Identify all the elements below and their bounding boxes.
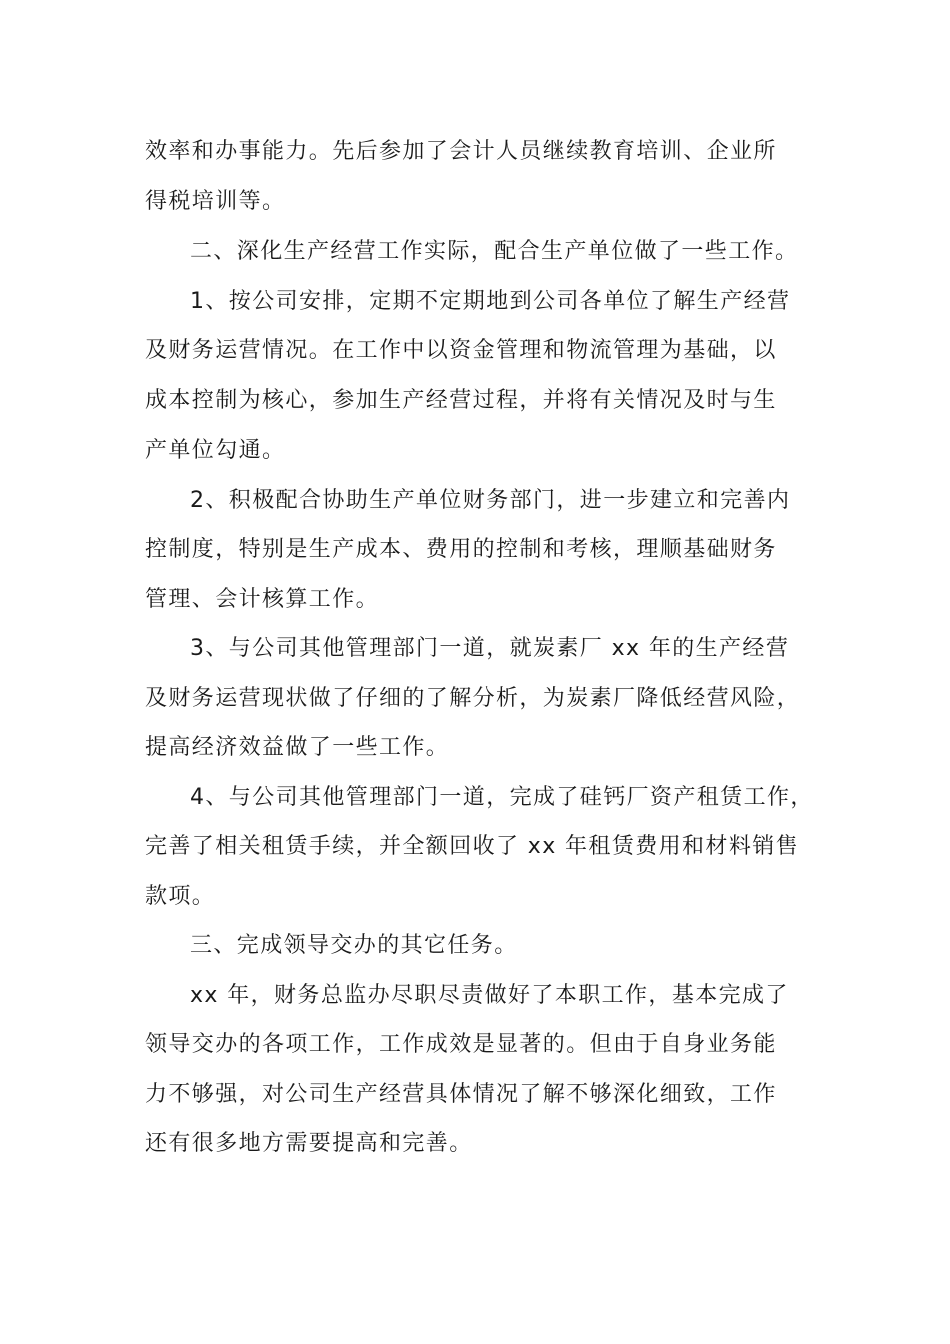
text-line: 完善了相关租赁手续，并全额回收了 xx 年租赁费用和材料销售 (145, 834, 800, 859)
text-line: 提高经济效益做了一些工作。 (145, 735, 450, 760)
text-line: 1、按公司安排，定期不定期地到公司各单位了解生产经营 (190, 289, 791, 314)
section-heading: 三、完成领导交办的其它任务。 (190, 933, 518, 958)
text-line: 控制度，特别是生产成本、费用的控制和考核，理顺基础财务 (145, 537, 777, 562)
text-line: xx 年，财务总监办尽职尽责做好了本职工作，基本完成了 (190, 983, 789, 1008)
text-line: 管理、会计核算工作。 (145, 587, 380, 612)
text-line: 领导交办的各项工作，工作成效是显著的。但由于自身业务能 (145, 1032, 777, 1057)
text-line: 及财务运营现状做了仔细的了解分析，为炭素厂降低经营风险， (145, 686, 801, 711)
text-line: 力不够强，对公司生产经营具体情况了解不够深化细致，工作 (145, 1082, 777, 1107)
text-line: 成本控制为核心，参加生产经营过程，并将有关情况及时与生 (145, 388, 777, 413)
text-line: 效率和办事能力。先后参加了会计人员继续教育培训、企业所 (145, 139, 777, 164)
text-line: 得税培训等。 (145, 189, 286, 214)
text-line: 3、与公司其他管理部门一道，就炭素厂 xx 年的生产经营 (190, 636, 790, 661)
text-line: 及财务运营情况。在工作中以资金管理和物流管理为基础，以 (145, 338, 777, 363)
text-line: 2、积极配合协助生产单位财务部门，进一步建立和完善内 (190, 488, 791, 513)
text-line: 4、与公司其他管理部门一道，完成了硅钙厂资产租赁工作， (190, 785, 814, 810)
text-line: 产单位勾通。 (145, 438, 286, 463)
text-line: 还有很多地方需要提高和完善。 (145, 1131, 473, 1156)
section-heading: 二、深化生产经营工作实际，配合生产单位做了一些工作。 (190, 239, 799, 264)
text-line: 款项。 (145, 884, 216, 909)
